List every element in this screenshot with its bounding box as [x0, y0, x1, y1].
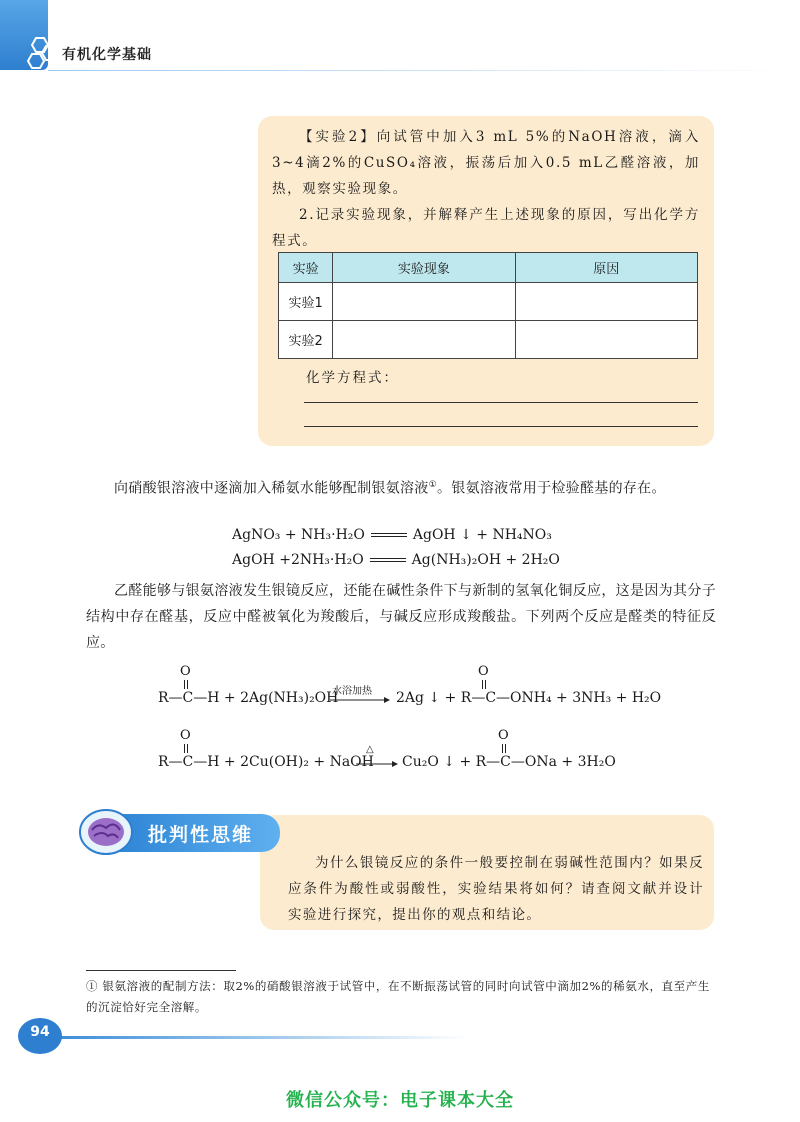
double-bond	[184, 744, 188, 753]
carbonyl-oxygen-1a: O	[180, 664, 191, 679]
chapter-title: 有机化学基础	[62, 47, 152, 63]
equals-sign	[371, 533, 407, 537]
watermark: 微信公众号：电子课本大全	[286, 1090, 514, 1111]
equation-1	[232, 527, 552, 543]
equation-lhs: AgNO₃ + NH₃·H₂O	[232, 527, 365, 543]
reaction-arrow-icon	[330, 696, 390, 704]
page-number: 94	[30, 1024, 50, 1040]
record-instructions: 2.记录实验现象，并解释产生上述现象的原因，写出化学方程式。	[272, 207, 700, 249]
row-label: 实验2	[279, 321, 333, 359]
equals-sign	[370, 558, 406, 562]
equation-lhs: AgOH +2NH₃·H₂O	[232, 552, 364, 568]
phenomenon-cell	[333, 283, 515, 321]
reason-cell	[515, 283, 697, 321]
col-header-experiment: 实验	[279, 253, 333, 283]
answer-line	[304, 426, 698, 427]
table-header-row	[279, 253, 698, 283]
critical-thinking-text: 为什么银镜反应的条件一般要控制在弱碱性范围内？如果反应条件为酸性或弱酸性，实验结果将如何？请查阅文献并设计实验进行探究，提出你的观点和结论。	[288, 855, 704, 923]
reaction-arrow-icon	[356, 760, 398, 768]
reaction-2-products: Cu₂O ↓ + R—C—ONa + 3H₂O	[402, 754, 616, 770]
col-header-reason: 原因	[515, 253, 697, 283]
brain-icon	[78, 808, 134, 856]
aldehyde-paragraph: 乙醛能够与银氨溶液发生银镜反应，还能在碱性条件下与新制的氢氧化铜反应，这是因为其分子结构中存在醛基，反应中醛被氧化为羧酸后，与碱反应形成羧酸盐。下列两个反应是醛类的特征反应。	[86, 583, 716, 651]
reason-cell	[515, 321, 697, 359]
critical-thinking-title: 批判性思维	[148, 824, 254, 846]
double-bond	[482, 680, 486, 689]
col-header-phenomenon: 实验现象	[333, 253, 515, 283]
page-bar	[30, 1036, 470, 1039]
header-divider	[48, 70, 800, 71]
table-row	[279, 283, 698, 321]
double-bond	[184, 680, 188, 689]
equation-label: 化学方程式：	[306, 370, 399, 386]
equation-rhs: AgOH ↓ + NH₄NO₃	[412, 527, 552, 543]
carbonyl-oxygen-1b: O	[478, 664, 489, 679]
carbonyl-oxygen-2b: O	[498, 728, 509, 743]
double-bond	[502, 744, 506, 753]
equation-rhs: Ag(NH₃)₂OH + 2H₂O	[411, 552, 560, 568]
reaction-1-reactants: R—C—H + 2Ag(NH₃)₂OH	[158, 690, 339, 706]
footnote: ① 银氨溶液的配制方法：取2%的硝酸银溶液于试管中，在不断振荡试管的同时向试管中滴加2%的稀氨水，直至产生的沉淀恰好完全溶解。	[86, 979, 710, 1014]
footnote-divider	[86, 970, 236, 971]
silver-ammonia-paragraph	[86, 472, 716, 502]
footnote-ref: ①	[428, 480, 437, 490]
paragraph-text: 向硝酸银溶液中逐滴加入稀氨水能够配制银氨溶液	[114, 480, 429, 497]
paragraph-text: 。银氨溶液常用于检验醛基的存在。	[436, 480, 666, 497]
hexagon-logo-icon	[26, 36, 60, 70]
heat-symbol: △	[366, 744, 374, 755]
phenomenon-cell	[333, 321, 515, 359]
reaction-2-reactants: R—C—H + 2Cu(OH)₂ + NaOH	[158, 754, 374, 770]
reaction-1-condition: 水浴加热	[332, 686, 372, 697]
answer-line	[304, 402, 698, 403]
reaction-1-products: 2Ag ↓ + R—C—ONH₄ + 3NH₃ + H₂O	[396, 690, 662, 706]
row-label: 实验1	[279, 283, 333, 321]
experiment-2-text: 【实验2】向试管中加入3 mL 5%的NaOH溶液，滴入3~4滴2%的CuSO₄溶液，振荡后加入0.5 mL乙醛溶液，加热，观察实验现象。	[272, 129, 700, 197]
experiment-table	[278, 252, 698, 359]
table-row	[279, 321, 698, 359]
carbonyl-oxygen-2a: O	[180, 728, 191, 743]
experiment-instructions	[272, 124, 700, 254]
equation-2	[232, 552, 560, 568]
